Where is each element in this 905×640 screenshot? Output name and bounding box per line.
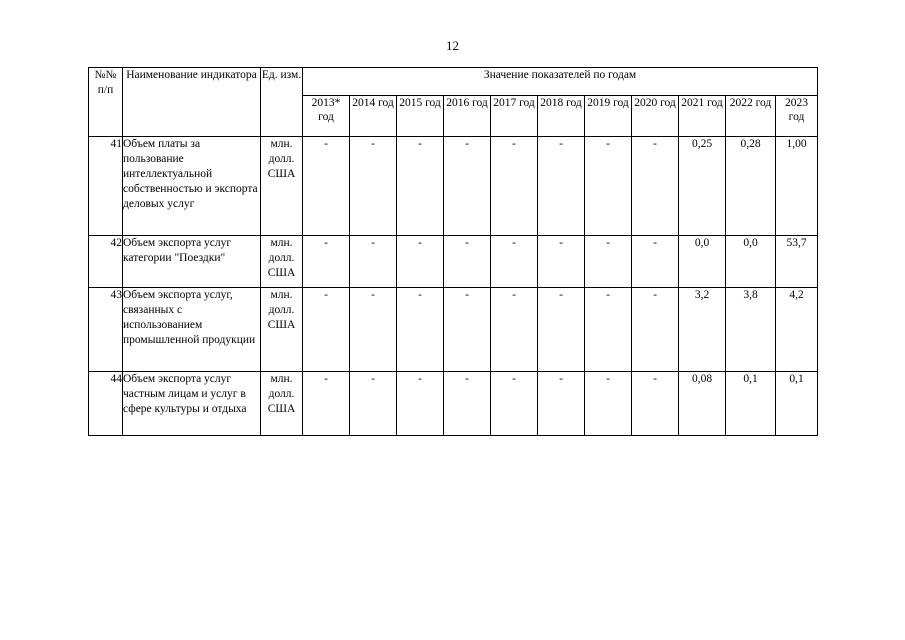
year-header: 2014 год: [350, 96, 397, 137]
unit-cell: млн. долл. США: [261, 137, 303, 236]
header-unit: Ед. изм.: [261, 68, 303, 137]
value-cell: 53,7: [776, 236, 818, 288]
value-cell: -: [397, 137, 444, 236]
year-header: 2015 год: [397, 96, 444, 137]
value-cell: 3,8: [726, 288, 776, 372]
unit-cell: млн. долл. США: [261, 236, 303, 288]
year-header: 2017 год: [491, 96, 538, 137]
value-cell: -: [444, 236, 491, 288]
value-cell: -: [491, 372, 538, 436]
value-cell: -: [585, 137, 632, 236]
page-number: 12: [446, 38, 459, 53]
value-cell: 0,0: [726, 236, 776, 288]
value-cell: -: [632, 372, 679, 436]
value-cell: 0,0: [679, 236, 726, 288]
value-cell: -: [538, 137, 585, 236]
value-cell: -: [350, 236, 397, 288]
value-cell: 0,1: [726, 372, 776, 436]
value-cell: -: [538, 372, 585, 436]
value-cell: -: [538, 288, 585, 372]
value-cell: -: [303, 137, 350, 236]
value-cell: -: [397, 372, 444, 436]
value-cell: 0,28: [726, 137, 776, 236]
value-cell: -: [491, 236, 538, 288]
value-cell: 3,2: [679, 288, 726, 372]
year-header: 2022 год: [726, 96, 776, 137]
value-cell: -: [538, 236, 585, 288]
value-cell: -: [585, 236, 632, 288]
year-header: 2019 год: [585, 96, 632, 137]
year-header: 2013* год: [303, 96, 350, 137]
indicator-name: Объем экспорта услуг частным лицам и услуг в сфере культуры и отдыха: [123, 372, 261, 436]
header-num: №№ п/п: [89, 68, 123, 137]
value-cell: -: [491, 288, 538, 372]
unit-cell: млн. долл. США: [261, 288, 303, 372]
year-header: 2023 год: [776, 96, 818, 137]
value-cell: -: [303, 372, 350, 436]
year-header: 2021 год: [679, 96, 726, 137]
value-cell: -: [303, 236, 350, 288]
year-header: 2016 год: [444, 96, 491, 137]
row-number: 44: [89, 372, 123, 436]
unit-cell: млн. долл. США: [261, 372, 303, 436]
value-cell: 0,25: [679, 137, 726, 236]
value-cell: -: [491, 137, 538, 236]
value-cell: -: [585, 288, 632, 372]
table-row: [89, 137, 818, 236]
value-cell: -: [444, 137, 491, 236]
indicator-name: Объем платы за пользование интеллектуальной собственностью и экспорта деловых услуг: [123, 137, 261, 236]
value-cell: -: [444, 372, 491, 436]
indicators-table: [88, 67, 818, 436]
row-number: 42: [89, 236, 123, 288]
table-row: [89, 372, 818, 436]
value-cell: -: [350, 288, 397, 372]
value-cell: -: [632, 236, 679, 288]
table-row: [89, 236, 818, 288]
value-cell: -: [350, 372, 397, 436]
header-name: Наименование индикатора: [123, 68, 261, 137]
value-cell: -: [632, 137, 679, 236]
value-cell: -: [444, 288, 491, 372]
header-values: Значение показателей по годам: [303, 68, 818, 96]
row-number: 43: [89, 288, 123, 372]
table-row: [89, 288, 818, 372]
value-cell: -: [303, 288, 350, 372]
value-cell: -: [397, 236, 444, 288]
value-cell: 0,1: [776, 372, 818, 436]
year-header: 2018 год: [538, 96, 585, 137]
value-cell: 4,2: [776, 288, 818, 372]
row-number: 41: [89, 137, 123, 236]
value-cell: -: [397, 288, 444, 372]
indicator-name: Объем экспорта услуг, связанных с использованием промышленной продукции: [123, 288, 261, 372]
value-cell: -: [350, 137, 397, 236]
value-cell: -: [632, 288, 679, 372]
indicator-name: Объем экспорта услуг категории "Поездки": [123, 236, 261, 288]
value-cell: 1,00: [776, 137, 818, 236]
value-cell: 0,08: [679, 372, 726, 436]
value-cell: -: [585, 372, 632, 436]
year-header: 2020 год: [632, 96, 679, 137]
